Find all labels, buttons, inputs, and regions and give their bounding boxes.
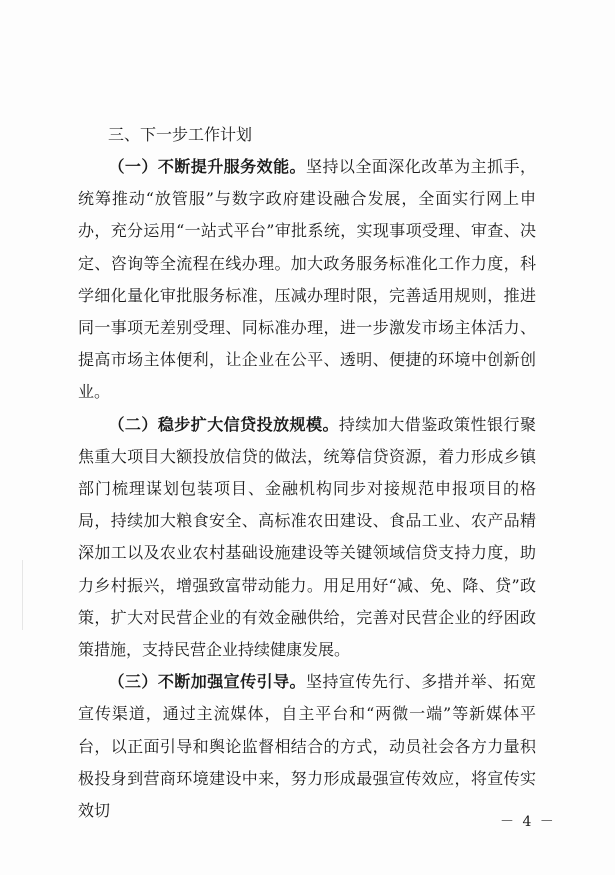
paragraph-3-title: （三）不断加强宣传引导。 [108,672,306,692]
paragraph-1 [78,151,536,409]
paragraph-2-body: 持续加大借鉴政策性银行聚焦重大项目大额投放信贷的做法，统筹信贷资源，着力形成乡镇部门梳理谋划包装项目、金融机构同步对接规范申报项目的格局，持续加大粮食安全、高标准农田建设、食品工业、农产品精深加工以及农业农村基础设施建设等关键领域信贷支持力度，助力乡村振兴，增强致富带动能力。用足用好“减、免、降、贷”政策，扩大对民营企业的有效金融供给，完善对民营企业的纾困政策措施，支持民营企业持续健康发展。 [78,414,536,660]
paragraph-1-title: （一）不断提升服务效能。 [108,157,306,176]
paragraph-2 [78,409,536,667]
paragraph-2-title: （二）稳步扩大信贷投放规模。 [108,414,339,434]
paragraph-1-body: 坚持以全面深化改革为主抓手，统筹推动“放管服”与数字政府建设融合发展，全面实行网上申办，充分运用“一站式平台”审批系统，实现事项受理、审查、决定、咨询等全流程在线办理。加大政务服务标准化工作力度，科学细化量化审批服务标准，压减办理时限，完善适用规则，推进同一事项无差别受理、同标准办理，进一步激发市场主体活力、提高市场主体便利，让企业在公平、透明、便捷的环境中创新创业。 [78,157,536,402]
paragraph-3-body: 坚持宣传先行、多措并举、拓宽宣传渠道，通过主流媒体，自主平台和“两微一端”等新媒体平台，以正面引导和舆论监督相结合的方式，动员社会各方力量积极投身到营商环境建设中来，努力形成最强宣传效应，将宣传实效切 [78,672,536,821]
scan-mark [22,560,23,630]
document-body [78,118,536,827]
page-number: － 4 － [500,814,556,830]
paragraph-3 [78,666,536,827]
section-heading: 三、下一步工作计划 [108,125,253,144]
